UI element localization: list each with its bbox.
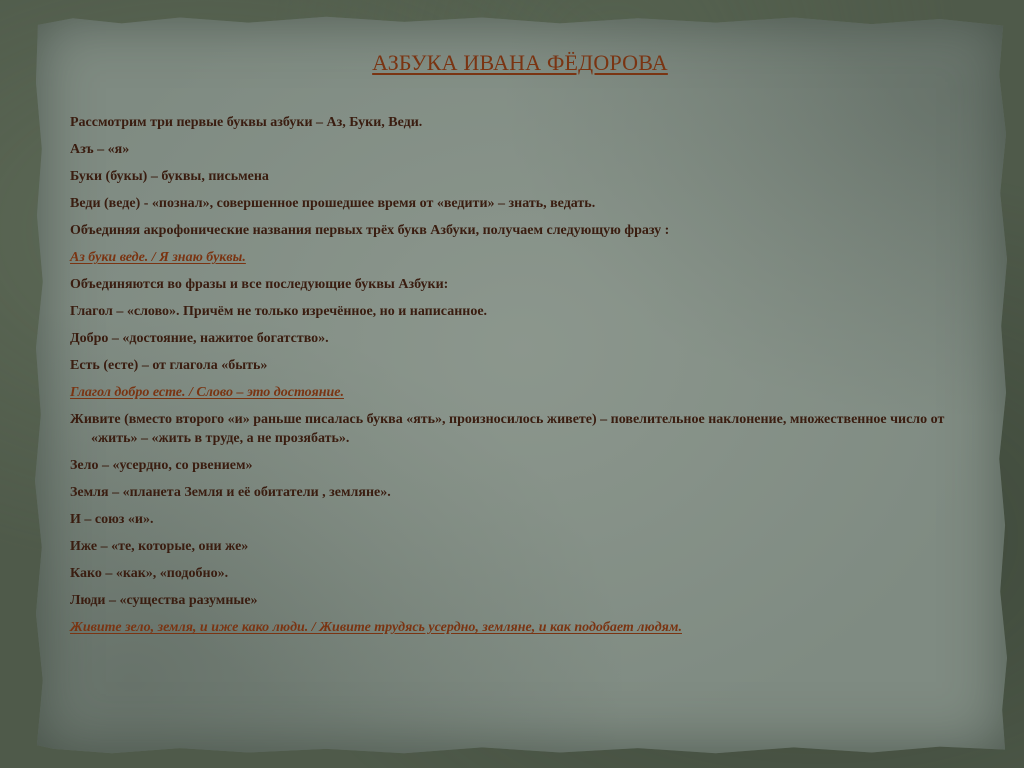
text-body (70, 113, 970, 645)
phrase-line: Аз буки веде. / Я знаю буквы. (70, 250, 246, 265)
text-line: Рассмотрим три первые буквы азбуки – Аз, Буки, Веди. (70, 115, 423, 130)
phrase-line: Глагол добро есте. / Слово – это достояние. (70, 385, 344, 400)
text-line: Люди – «существа разумные» (70, 593, 258, 608)
text-line: Буки (букы) – буквы, письмена (70, 169, 269, 184)
text-line: Азъ – «я» (70, 142, 130, 157)
text-line: Веди (веде) - «познал», совершенное прошедшее время от «ведити» – знать, ведать. (70, 196, 596, 211)
text-line: Како – «как», «подобно». (70, 566, 229, 581)
text-line: Объединяются во фразы и все последующие буквы Азбуки: (70, 277, 449, 292)
text-line: Зело – «усердно, со рвением» (70, 458, 253, 473)
text-line: Глагол – «слово». Причём не только изречённое, но и написанное. (70, 304, 488, 319)
text-line: Добро – «достояние, нажитое богатство». (70, 331, 329, 346)
text-line: Иже – «те, которые, они же» (70, 539, 249, 554)
page-title: АЗБУКА ИВАНА ФЁДОРОВА (372, 50, 668, 75)
text-line: Земля – «планета Земля и её обитатели , земляне». (70, 485, 391, 500)
phrase-line: Живите зело, земля, и иже како люди. / Живите трудясь усердно, земляне, и как подобает людям. (70, 620, 682, 635)
text-line: Объединяя акрофонические названия первых трёх букв Азбуки, получаем следующую фразу : (70, 223, 670, 238)
text-line: Есть (есте) – от глагола «быть» (70, 358, 268, 373)
text-line: Живите (вместо второго «и» раньше писалась буква «ять», произносилось живете) – повелительное наклонение, множественное число от «жить» – «жить в труде, а не прозябать». (70, 412, 945, 446)
text-line: И – союз «и». (70, 512, 154, 527)
